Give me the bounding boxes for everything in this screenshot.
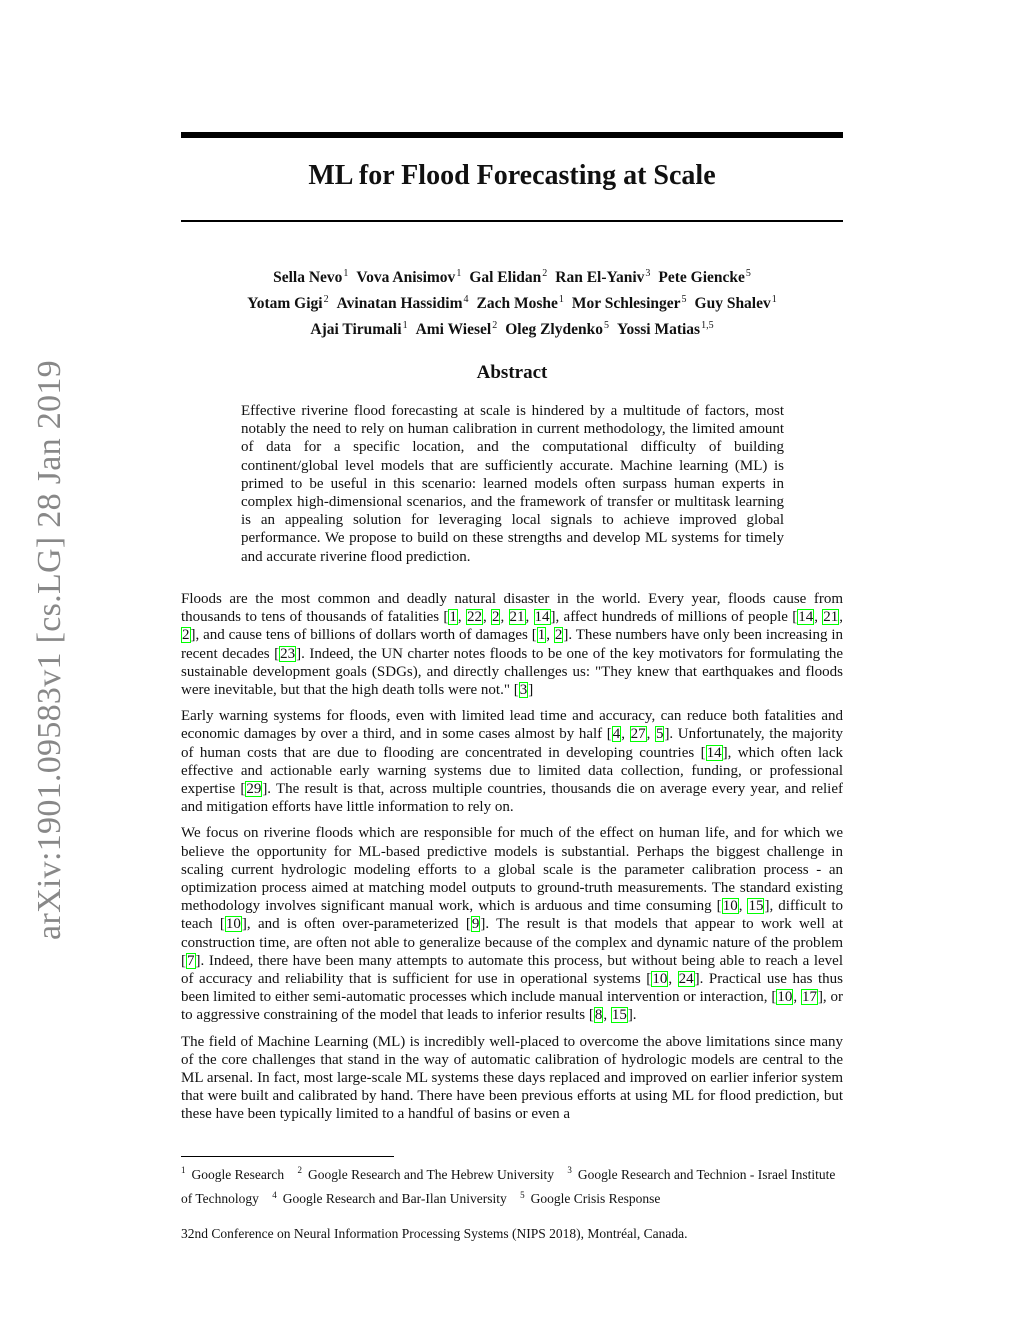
author-name: Guy Shalev$^1$ (694, 294, 777, 313)
citation-link[interactable]: 15 (748, 898, 764, 915)
author-line (181, 315, 843, 341)
citation-link[interactable]: 14 (798, 609, 814, 626)
citation-link[interactable]: 5 (655, 726, 664, 743)
footnote-item: $^2$ Google Research and The Hebrew University (297, 1165, 555, 1182)
author-affiliation-mark: 1,5 (701, 320, 714, 332)
author-name: Pete Giencke$^5$ (658, 268, 751, 287)
citation-link[interactable]: 14 (706, 744, 722, 761)
author-affiliation-mark: 2 (542, 268, 548, 279)
author-name: Sella Nevo$^1$ (273, 268, 349, 287)
title-top-rule (181, 132, 843, 138)
author-affiliation-mark: 2 (492, 320, 498, 332)
body-paragraph: The field of Machine Learning (ML) is incredibly well-placed to overcome the above limitations since many of the core challenges that stand in the way of automatic calibration of hydrologic models are central to the ML arsenal. In fact, most large-scale ML systems these days replaced and improved on earlier inferior system that were built and calibrated by hand. There have been previous efforts at using ML for flood prediction, but these have been typically limited to a handful of basins or even a (181, 1033, 843, 1123)
citation-link[interactable]: 1 (537, 627, 546, 644)
author-name: Ami Wiesel$^2$ (415, 320, 498, 339)
author-list (181, 263, 843, 341)
arxiv-identifier: arXiv:1901.09583v1 [cs.LG] 28 Jan 2019 (31, 360, 68, 940)
author-name: Yossi Matias$^{1,5}$ (616, 320, 714, 339)
paper-title: ML for Flood Forecasting at Scale (308, 160, 716, 191)
body-paragraph: We focus on riverine floods which are responsible for much of the effect on human life, and for which we believe the opportunity for ML-based predictive models is substantial. Perhaps the biggest challenge in scaling current hydrologic modeling efforts to a global scale is the parameter calibration process - an optimization process aimed at matching model outputs to ground-truth measurements. The standard existing methodology involves significant manual work, which is arduous and time consuming [10, 15], difficult to teach [10], and is often over-parameterized [9]. The result is that models that appear to work well at construction time, are often not able to generalize because of the complex and dynamic nature of the problem [7]. Indeed, there have been many attempts to automate this process, but without being able to reach a level of accuracy and reliability that is sufficient for use in operational systems [10, 24]. Practical use has thus been limited to either semi-automatic processes which include manual intervention or interaction, [10, 17], or to aggressive constraining of the model that leads to inferior results [8, 15]. (181, 825, 844, 1024)
citation-link[interactable]: 10 (225, 916, 241, 933)
citation-link[interactable]: 2 (182, 627, 190, 644)
citation-link[interactable]: 9 (471, 916, 480, 933)
author-line (181, 263, 843, 289)
abstract-heading: Abstract (476, 362, 548, 383)
citation-link[interactable]: 22 (466, 609, 482, 626)
footnote-item: $^4$ Google Research and Bar-Ilan University (272, 1189, 507, 1206)
citation-link[interactable]: 2 (554, 627, 563, 644)
body-paragraph: Floods are the most common and deadly natural disaster in the world. Every year, floods cause from thousands to tens of thousands of fatalities [1, 22, 2, 21, 14], affect hundreds of millions of people [14, 21, 2], and cause tens of billions of dollars worth of damages [1, 2]. These numbers have only been increasing in recent decades [23]. Indeed, the UN charter notes floods to be one of the key motivators for formulating the sustainable development goals (SDGs), and directly challenges us: "They knew that earthquakes and floods were inevitable, but that the high death tolls were not." [3] (181, 591, 843, 699)
author-name: Vova Anisimov$^1$ (356, 268, 462, 287)
author-affiliation-mark: 5 (745, 268, 751, 279)
footnote-rule (181, 1156, 394, 1157)
citation-link[interactable]: 1 (449, 609, 457, 626)
author-name: Oleg Zlydenko$^5$ (505, 320, 609, 339)
author-affiliation-mark: 1 (343, 268, 349, 279)
citation-link[interactable]: 8 (594, 1007, 603, 1024)
author-name: Ajai Tirumali$^1$ (310, 320, 408, 339)
author-name: Zach Moshe$^1$ (476, 294, 564, 313)
author-affiliation-mark: 4 (463, 294, 469, 306)
citation-link[interactable]: 2 (491, 609, 500, 626)
citation-link[interactable]: 17 (801, 989, 817, 1006)
citation-link[interactable]: 10 (777, 989, 793, 1006)
citation-link[interactable]: 10 (722, 898, 738, 915)
author-affiliation-mark: 1 (402, 320, 408, 332)
footnote-item: $^1$ Google Research (181, 1165, 285, 1182)
citation-link[interactable]: 23 (280, 645, 296, 662)
affiliation-footnotes (181, 1160, 843, 1209)
citation-link[interactable]: 29 (246, 781, 262, 798)
title-bottom-rule (181, 220, 843, 222)
author-name: Avinatan Hassidim$^4$ (336, 294, 469, 313)
citation-link[interactable]: 27 (630, 726, 646, 743)
abstract-text: Effective riverine flood forecasting at scale is hindered by a multitude of factors, most notably the need to rely on human calibration in current methodology, the limited amount of data for a specific location, and the computational difficulty of building continent/global level models that are sufficiently accurate. Machine learning (ML) is primed to be useful in this scenario: learned models often surpass human experts in complex high-dimensional scenarios, and the framework of transfer or multitask learning is an appealing solution for leveraging local signals to achieve improved global performance. We propose to build on these strengths and develop ML systems for timely and accurate riverine flood prediction. (241, 403, 784, 565)
author-affiliation-mark: 1 (456, 268, 462, 279)
main-text (181, 590, 843, 1132)
citation-link[interactable]: 21 (509, 609, 525, 626)
author-name: Gal Elidan$^2$ (469, 268, 548, 287)
author-affiliation-mark: 1 (771, 294, 777, 306)
author-affiliation-mark: 5 (603, 320, 609, 332)
citation-link[interactable]: 4 (612, 726, 621, 743)
footnote-item: $^5$ Google Crisis Response (520, 1189, 661, 1206)
citation-link[interactable]: 10 (652, 971, 668, 988)
author-name: Mor Schlesinger$^5$ (571, 294, 687, 313)
citation-link[interactable]: 14 (534, 609, 550, 626)
author-affiliation-mark: 3 (645, 268, 651, 279)
author-name: Yotam Gigi$^2$ (247, 294, 329, 313)
author-name: Ran El-Yaniv$^3$ (555, 268, 651, 287)
citation-link[interactable]: 24 (678, 971, 694, 988)
citation-link[interactable]: 3 (519, 682, 528, 699)
author-affiliation-mark: 2 (323, 294, 329, 306)
body-paragraph: Early warning systems for floods, even with limited lead time and accuracy, can reduce both fatalities and economic damages by over a third, and in some cases almost by half [4, 27, 5]. Unfortunately, the majority of human costs that are due to flooding are concentrated in developing countries [14], which often lack effective and actionable early warning systems due to limited data collection, funding, or professional expertise [29]. The result is that, across multiple countries, thousands die on average every year, and relief and mitigation efforts have little information to rely on. (181, 708, 844, 816)
citation-link[interactable]: 7 (187, 952, 195, 969)
author-affiliation-mark: 1 (558, 294, 564, 306)
author-line (181, 289, 843, 315)
conference-note: 32nd Conference on Neural Information Processing Systems (NIPS 2018), Montréal, Canada. (181, 1226, 688, 1241)
citation-link[interactable]: 15 (611, 1007, 627, 1024)
citation-link[interactable]: 21 (823, 609, 839, 626)
footnote-item: $^3$ Google Research and Technion - Israel Institute of Technology (181, 1165, 836, 1206)
author-affiliation-mark: 5 (681, 294, 687, 306)
